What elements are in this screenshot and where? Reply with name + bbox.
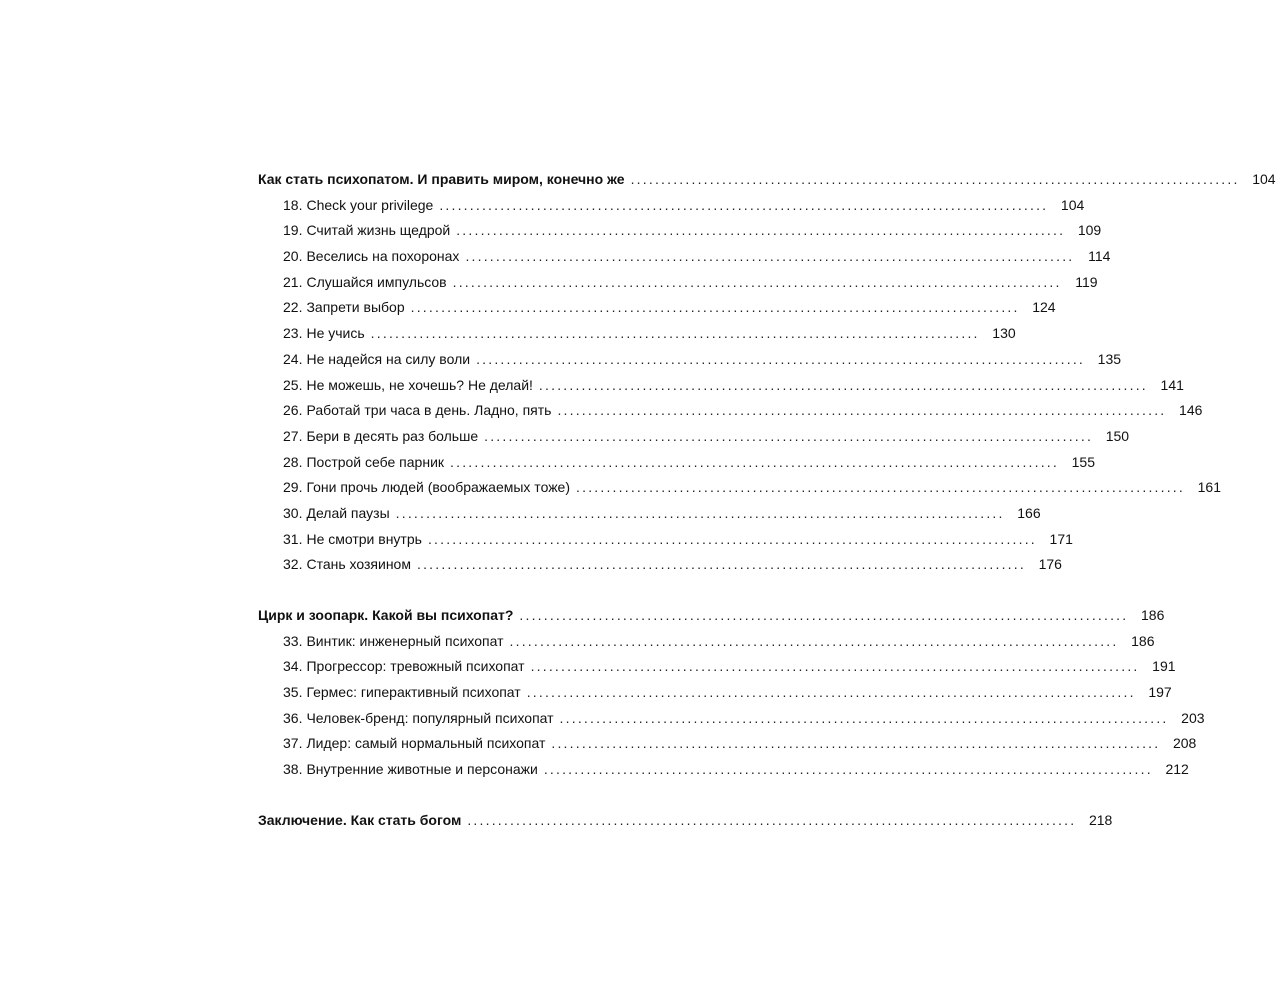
chapter-number: 35. [283, 684, 303, 701]
chapter-title: Делай паузы [306, 504, 390, 521]
chapter-number: 26. [283, 402, 303, 419]
toc-chapter-row [258, 244, 1111, 270]
dot-leader: .................................................................................................... [530, 658, 1140, 675]
chapter-number: 19. [283, 222, 303, 239]
chapter-title: Винтик: инженерный психопат [306, 632, 504, 649]
toc-part-heading [258, 808, 1113, 834]
chapter-number: 29. [283, 479, 303, 496]
page-number: 141 [1160, 376, 1184, 393]
table-of-contents [258, 167, 1276, 834]
chapter-number: 34. [283, 658, 303, 675]
page-number: 186 [1131, 632, 1155, 649]
chapter-title: Гони прочь людей (воображаемых тоже) [306, 479, 571, 496]
toc-chapter-row [258, 654, 1176, 680]
page-number: 109 [1077, 222, 1102, 239]
chapter-number: 24. [283, 350, 303, 367]
dot-leader: .................................................................................................... [484, 427, 1094, 444]
dot-leader: .................................................................................................... [452, 273, 1062, 290]
toc-chapter-row [258, 475, 1221, 501]
page-number: 166 [1017, 504, 1041, 521]
dot-leader: .................................................................................................... [467, 811, 1077, 828]
toc-chapter-row [258, 398, 1203, 424]
toc-chapter-row [258, 450, 1095, 476]
page-number: 146 [1179, 402, 1203, 419]
chapter-title: Считай жизнь щедрой [306, 222, 451, 239]
dot-leader: .................................................................................................... [551, 735, 1161, 752]
page-number: 171 [1049, 530, 1073, 547]
page-number: 130 [992, 325, 1016, 342]
dot-leader: .................................................................................................... [439, 196, 1049, 213]
page-number: 114 [1088, 248, 1111, 265]
page-number: 124 [1032, 299, 1056, 316]
chapter-number: 22. [283, 299, 303, 316]
chapter-number: 37. [283, 735, 303, 752]
dot-leader: .................................................................................................... [476, 350, 1086, 367]
chapter-title: Слушайся импульсов [306, 273, 447, 290]
dot-leader: .................................................................................................... [576, 479, 1185, 496]
toc-chapter-row [258, 295, 1056, 321]
chapter-number: 21. [283, 273, 303, 290]
chapter-number: 30. [283, 504, 303, 521]
page-number: 104 [1252, 171, 1276, 187]
toc-part-heading [258, 603, 1165, 629]
dot-leader: .................................................................................................... [456, 222, 1066, 239]
chapter-title: Человек-бренд: популярный психопат [306, 709, 554, 726]
part-title: Как стать психопатом. И править миром, конечно же [258, 171, 625, 187]
part-title: Заключение. Как стать богом [258, 811, 462, 828]
chapter-number: 38. [283, 761, 303, 778]
page-number: 208 [1172, 735, 1197, 752]
page-number: 197 [1148, 684, 1172, 701]
page-number: 203 [1181, 709, 1205, 726]
chapter-number: 32. [283, 556, 303, 573]
dot-leader: .................................................................................................... [395, 504, 1005, 521]
page-number: 186 [1141, 607, 1165, 623]
dot-leader: .................................................................................................... [410, 299, 1020, 316]
page-number: 176 [1038, 556, 1062, 573]
chapter-number: 25. [283, 376, 303, 393]
chapter-title: Не смотри внутрь [306, 530, 422, 547]
toc-section-part [258, 808, 1113, 834]
toc-section-part [258, 167, 1276, 578]
chapter-title: Гермес: гиперактивный психопат [306, 684, 521, 701]
dot-leader: .................................................................................................... [543, 761, 1153, 778]
chapter-title: Работай три часа в день. Ладно, пять [306, 402, 552, 419]
chapter-number: 23. [283, 325, 303, 342]
page-number: 150 [1105, 427, 1130, 444]
page-number: 104 [1060, 196, 1085, 213]
dot-leader: .................................................................................................... [559, 709, 1169, 726]
dot-leader: .................................................................................................... [509, 632, 1119, 649]
chapter-title: Запрети выбор [306, 299, 405, 316]
toc-chapter-row [258, 629, 1155, 655]
toc-chapter-row [258, 347, 1122, 373]
toc-chapter-row [258, 321, 1016, 347]
toc-chapter-row [258, 527, 1073, 553]
page-number: 135 [1097, 350, 1122, 367]
chapter-title: Прогрессор: тревожный психопат [306, 658, 525, 675]
page-number: 161 [1197, 479, 1221, 496]
dot-leader: .................................................................................................... [538, 376, 1148, 393]
chapter-number: 20. [283, 248, 303, 265]
dot-leader: .................................................................................................... [557, 402, 1167, 419]
toc-part-heading [258, 167, 1276, 193]
dot-leader: .................................................................................................... [450, 453, 1059, 470]
dot-leader: .................................................................................................... [370, 325, 980, 342]
chapter-title: Веселись на похоронах [306, 248, 460, 265]
chapter-number: 31. [283, 530, 303, 547]
chapter-title: Не можешь, не хочешь? Не делай! [306, 376, 533, 393]
dot-leader: .................................................................................................... [630, 171, 1240, 187]
chapter-title: Не учись [306, 325, 365, 342]
dot-leader: .................................................................................................... [427, 530, 1037, 547]
dot-leader: .................................................................................................... [526, 684, 1136, 701]
toc-chapter-row [258, 731, 1197, 757]
toc-chapter-row [258, 552, 1062, 578]
toc-chapter-row [258, 373, 1184, 399]
chapter-title: Стань хозяином [306, 556, 411, 573]
toc-chapter-row [258, 757, 1189, 783]
page-number: 212 [1165, 761, 1189, 778]
dot-leader: .................................................................................................... [465, 248, 1075, 265]
chapter-number: 33. [283, 632, 303, 649]
chapter-title: Check your privilege [306, 196, 434, 213]
page-number: 218 [1088, 811, 1113, 828]
part-title: Цирк и зоопарк. Какой вы психопат? [258, 607, 514, 623]
toc-chapter-row [258, 424, 1130, 450]
chapter-number: 18. [283, 196, 303, 213]
chapter-number: 27. [283, 427, 303, 444]
toc-chapter-row [258, 193, 1085, 219]
toc-section-part [258, 603, 1205, 783]
page-number: 155 [1071, 453, 1095, 470]
chapter-number: 36. [283, 709, 303, 726]
chapter-number: 28. [283, 453, 303, 470]
chapter-title: Бери в десять раз больше [306, 427, 479, 444]
chapter-title: Построй себе парник [306, 453, 445, 470]
chapter-title: Лидер: самый нормальный психопат [306, 735, 546, 752]
chapter-title: Не надейся на силу воли [306, 350, 471, 367]
toc-chapter-row [258, 501, 1041, 527]
chapter-title: Внутренние животные и персонажи [306, 761, 538, 778]
dot-leader: .................................................................................................... [519, 607, 1129, 623]
dot-leader: .................................................................................................... [416, 556, 1026, 573]
page-number: 191 [1152, 658, 1176, 675]
page-number: 119 [1075, 273, 1098, 290]
toc-chapter-row [258, 680, 1172, 706]
toc-chapter-row [258, 270, 1098, 296]
toc-chapter-row [258, 218, 1102, 244]
toc-chapter-row [258, 706, 1205, 732]
